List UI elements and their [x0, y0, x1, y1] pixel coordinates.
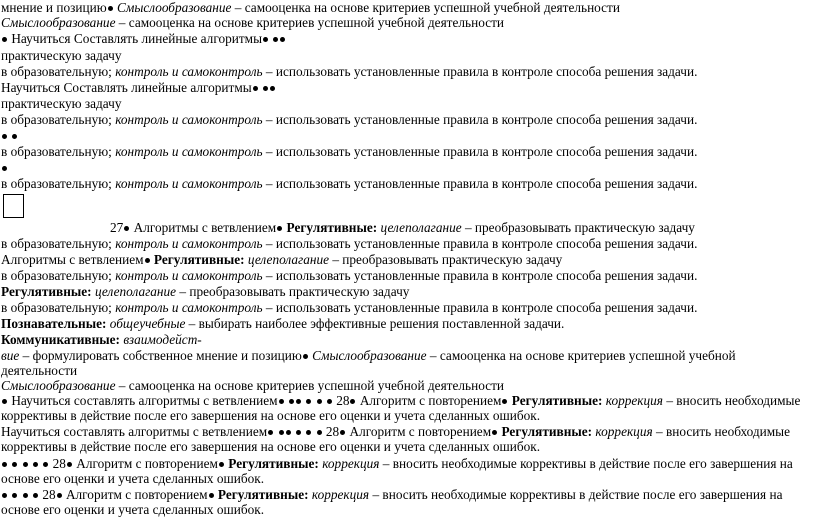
- bullet-icon: [280, 37, 285, 42]
- term: Познавательные:: [1, 316, 107, 331]
- bullet-icon: [124, 226, 129, 231]
- term: Регулятивные:: [153, 252, 245, 267]
- bullet-icon: [43, 462, 48, 467]
- bullet-icon: [296, 430, 301, 435]
- text-fragment: практическую задачу: [1, 48, 122, 63]
- text-line: [1, 316, 564, 331]
- text-line: [1, 0, 620, 15]
- text-fragment: в образовательную;: [1, 268, 116, 283]
- text-fragment: – самооценка на основе критериев успешной учебной деятельности: [115, 15, 505, 30]
- bullet-icon: [2, 462, 7, 467]
- text-fragment: практическую задачу: [1, 96, 122, 111]
- text-fragment: – самооценка на основе критериев успешной учебной деятельности: [115, 378, 505, 393]
- bullet-icon: [263, 86, 268, 91]
- bullet-icon: [23, 462, 28, 467]
- bullet-icon: [279, 430, 284, 435]
- text-fragment: – вносить необходимые коррективы в действие после его завершения на основе его оценки и учета сделанных ошибок.: [1, 456, 793, 486]
- bullet-icon: [317, 430, 322, 435]
- text-fragment: Алгоритм с повторением: [349, 424, 492, 439]
- bullet-icon: [12, 493, 17, 498]
- text-fragment: в образовательную;: [1, 176, 116, 191]
- text-line: [1, 15, 504, 30]
- bullet-icon: [12, 462, 17, 467]
- text-fragment: Научиться составлять алгоритмы с ветвлением: [1, 424, 268, 439]
- term: коррекция: [595, 424, 653, 439]
- text-line: [1, 128, 18, 143]
- term: Регулятивные:: [286, 220, 378, 235]
- term: Регулятивные:: [228, 456, 319, 471]
- bullet-icon: [33, 462, 38, 467]
- bullet-icon: [279, 399, 284, 404]
- text-line: [1, 252, 562, 267]
- term: целеполагание: [247, 252, 329, 267]
- bullet-icon: [145, 258, 150, 263]
- text-fragment: в образовательную;: [1, 64, 116, 79]
- term: контроль и самоконтроль: [115, 144, 263, 159]
- text-line: [1, 456, 813, 486]
- bullet-icon: [67, 462, 72, 467]
- text-fragment: – использовать установленные правила в контроле способа решения задачи.: [262, 112, 698, 127]
- text-line: [1, 393, 813, 423]
- text-fragment: – использовать установленные правила в контроле способа решения задачи.: [262, 176, 698, 191]
- term: коррекция: [605, 393, 663, 408]
- text-fragment: Алгоритм с повторением: [359, 393, 502, 408]
- bullet-icon: [273, 37, 278, 42]
- text-line: [1, 424, 813, 454]
- term: контроль и самоконтроль: [115, 64, 263, 79]
- bullet-icon: [296, 399, 301, 404]
- bullet-icon: [268, 430, 273, 435]
- text-line: [1, 487, 813, 517]
- bullet-icon: [12, 134, 17, 139]
- bullet-icon: [502, 399, 507, 404]
- text-fragment: 28: [52, 456, 66, 471]
- bullet-icon: [263, 37, 268, 42]
- text-line: [1, 348, 813, 378]
- term: взаимодейст-: [123, 332, 202, 347]
- bullet-icon: [317, 399, 322, 404]
- term: общеучебные: [109, 316, 186, 331]
- bullet-icon: [219, 462, 224, 467]
- bullet-icon: [2, 37, 7, 42]
- text-fragment: – преобразовывать практическую задачу: [176, 284, 410, 299]
- text-line: [1, 144, 697, 159]
- bullet-icon: [209, 493, 214, 498]
- bullet-icon: [492, 430, 497, 435]
- term: коррекция: [322, 456, 380, 471]
- text-fragment: Научиться Составлять линейные алгоритмы: [11, 31, 263, 46]
- text-fragment: Научиться составлять алгоритмы с ветвлением: [11, 393, 278, 408]
- bullet-icon: [253, 86, 258, 91]
- text-fragment: – использовать установленные правила в контроле способа решения задачи.: [262, 268, 698, 283]
- text-line: [1, 378, 504, 393]
- bullet-icon: [306, 430, 311, 435]
- text-fragment: – использовать установленные правила в контроле способа решения задачи.: [262, 64, 698, 79]
- bullet-icon: [57, 493, 62, 498]
- term: целеполагание: [380, 220, 462, 235]
- text-fragment: Алгоритмы с ветвлением: [1, 252, 144, 267]
- bullet-icon: [33, 493, 38, 498]
- bullet-icon: [2, 134, 7, 139]
- term: контроль и самоконтроль: [115, 112, 263, 127]
- text-fragment: – преобразовывать практическую задачу: [461, 220, 695, 235]
- bullet-icon: [289, 399, 294, 404]
- text-fragment: – вносить необходимые коррективы в действие после его завершения на основе его оценки и учета сделанных ошибок.: [1, 424, 791, 454]
- text-fragment: Алгоритм с повторением: [65, 487, 208, 502]
- bullet-icon: [2, 493, 7, 498]
- text-line: [1, 80, 276, 95]
- text-line: [1, 176, 697, 191]
- bullet-icon: [277, 226, 282, 231]
- text-line: [1, 236, 697, 251]
- term: целеполагание: [94, 284, 177, 299]
- text-line: [1, 112, 697, 127]
- text-fragment: – вносить необходимые коррективы в действие после его завершения на основе его оценки и учета сделанных ошибок.: [1, 393, 801, 423]
- term: Регулятивные:: [217, 487, 309, 502]
- term: контроль и самоконтроль: [115, 300, 263, 315]
- term: Регулятивные:: [501, 424, 593, 439]
- term: Регулятивные:: [511, 393, 603, 408]
- text-line: [1, 96, 122, 111]
- text-fragment: Алгоритмы с ветвлением: [133, 220, 277, 235]
- text-fragment: 28: [336, 393, 350, 408]
- term: Смыслообразование: [1, 15, 116, 30]
- text-line: [1, 31, 286, 46]
- text-fragment: в образовательную;: [1, 144, 116, 159]
- text-fragment: Научиться Составлять линейные алгоритмы: [1, 80, 252, 95]
- text-fragment: – использовать установленные правила в контроле способа решения задачи.: [262, 144, 698, 159]
- bullet-icon: [23, 493, 28, 498]
- text-line: [1, 332, 202, 347]
- bullet-icon: [303, 354, 308, 359]
- term: коррекция: [311, 487, 370, 502]
- text-line: [110, 220, 695, 235]
- text-line: [1, 48, 122, 63]
- text-fragment: – преобразовывать практическую задачу: [329, 252, 563, 267]
- term: Коммуникативные:: [1, 332, 120, 347]
- term: контроль и самоконтроль: [115, 236, 263, 251]
- text-fragment: 28: [42, 487, 56, 502]
- text-fragment: – самооценка на основе критериев успешной учебной деятельности: [1, 348, 736, 378]
- text-fragment: – использовать установленные правила в контроле способа решения задачи.: [262, 300, 698, 315]
- term: Смыслообразование: [1, 378, 116, 393]
- text-fragment: в образовательную;: [1, 300, 116, 315]
- bullet-icon: [2, 399, 7, 404]
- text-fragment: – выбирать наиболее эффективные решения поставленной задачи.: [185, 316, 565, 331]
- text-line: [1, 284, 409, 299]
- bullet-icon: [2, 166, 7, 171]
- text-line: [1, 160, 8, 175]
- term: вие: [1, 348, 20, 363]
- term: Смыслообразование: [312, 348, 427, 363]
- text-line: [1, 300, 697, 315]
- term: контроль и самоконтроль: [115, 268, 263, 283]
- bullet-icon: [270, 86, 275, 91]
- term: контроль и самоконтроль: [115, 176, 263, 191]
- bullet-icon: [340, 430, 345, 435]
- text-fragment: в образовательную;: [1, 236, 116, 251]
- term: Смыслообразование: [116, 0, 232, 15]
- bullet-icon: [286, 430, 291, 435]
- text-line: [1, 64, 697, 79]
- text-fragment: мнение и позицию: [1, 0, 107, 15]
- text-fragment: в образовательную;: [1, 112, 116, 127]
- text-fragment: – самооценка на основе критериев успешной учебной деятельности: [231, 0, 620, 15]
- text-fragment: – использовать установленные правила в контроле способа решения задачи.: [262, 236, 698, 251]
- bullet-icon: [108, 6, 113, 11]
- term: Регулятивные:: [1, 284, 92, 299]
- text-fragment: 27: [110, 220, 124, 235]
- text-fragment: Алгоритм с повторением: [76, 456, 218, 471]
- text-fragment: – формулировать собственное мнение и позицию: [19, 348, 302, 363]
- text-line: [1, 268, 697, 283]
- bullet-icon: [327, 399, 332, 404]
- bullet-icon: [306, 399, 311, 404]
- text-fragment: 28: [325, 424, 340, 439]
- empty-box: [3, 194, 24, 218]
- bullet-icon: [350, 399, 355, 404]
- text-fragment: – вносить необходимые коррективы в действие после его завершения на основе его оценки и учета сделанных ошибок.: [1, 487, 783, 517]
